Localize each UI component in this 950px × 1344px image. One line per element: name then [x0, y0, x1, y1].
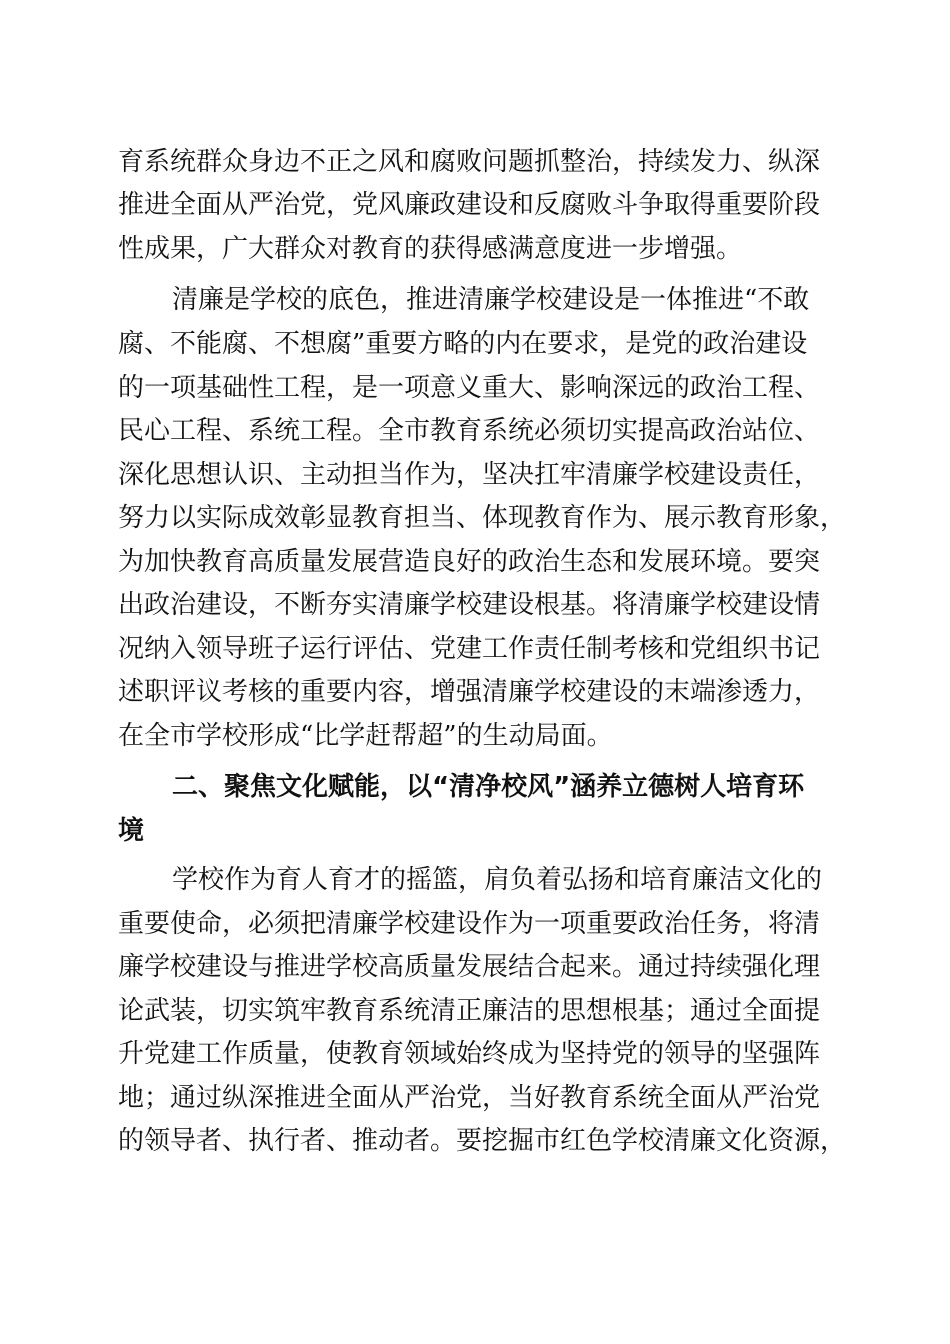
- text-line: 重要使命，必须把清廉学校建设作为一项重要政治任务，将清: [118, 909, 821, 939]
- text-line: 升党建工作质量，使教育领域始终成为坚持党的领导的坚强阵: [118, 1039, 821, 1069]
- text-line: 地；通过纵深推进全面从严治党，当好教育系统全面从严治党: [118, 1083, 821, 1113]
- text-line: 的一项基础性工程，是一项意义重大、影响深远的政治工程、: [118, 373, 821, 403]
- heading-line: 境: [118, 816, 145, 846]
- text-line: 性成果，广大群众对教育的获得感满意度进一步增强。: [118, 234, 743, 264]
- text-line: 在全市学校形成“比学赶帮超”的生动局面。: [118, 721, 613, 751]
- text-line: 廉学校建设与推进学校高质量发展结合起来。通过持续强化理: [118, 952, 821, 982]
- text-line: 的领导者、执行者、推动者。要挖掘市红色学校清廉文化资源，: [118, 1126, 847, 1156]
- text-line: 努力以实际成效彰显教育担当、体现教育作为、展示教育形象，: [118, 503, 847, 533]
- heading-line: 二、聚焦文化赋能，以“清净校风”涵养立德树人培育环: [172, 772, 805, 802]
- text-line: 推进全面从严治党，党风廉政建设和反腐败斗争取得重要阶段: [118, 190, 821, 220]
- text-line: 况纳入领导班子运行评估、党建工作责任制考核和党组织书记: [118, 634, 821, 664]
- text-line: 述职评议考核的重要内容，增强清廉学校建设的末端渗透力，: [118, 677, 821, 707]
- text-line: 腐、不能腐、不想腐”重要方略的内在要求，是党的政治建设: [118, 329, 808, 359]
- text-line: 清廉是学校的底色，推进清廉学校建设是一体推进“不敢: [172, 285, 810, 315]
- text-line: 深化思想认识、主动担当作为，坚决扛牢清廉学校建设责任，: [118, 460, 821, 490]
- text-line: 育系统群众身边不正之风和腐败问题抓整治，持续发力、纵深: [118, 147, 821, 177]
- text-line: 出政治建设，不断夯实清廉学校建设根基。将清廉学校建设情: [118, 590, 821, 620]
- text-line: 论武装，切实筑牢教育系统清正廉洁的思想根基；通过全面提: [118, 996, 821, 1026]
- text-line: 学校作为育人育才的摇篮，肩负着弘扬和培育廉洁文化的: [172, 865, 823, 895]
- text-line: 民心工程、系统工程。全市教育系统必须切实提高政治站位、: [118, 416, 821, 446]
- text-line: 为加快教育高质量发展营造良好的政治生态和发展环境。要突: [118, 547, 821, 577]
